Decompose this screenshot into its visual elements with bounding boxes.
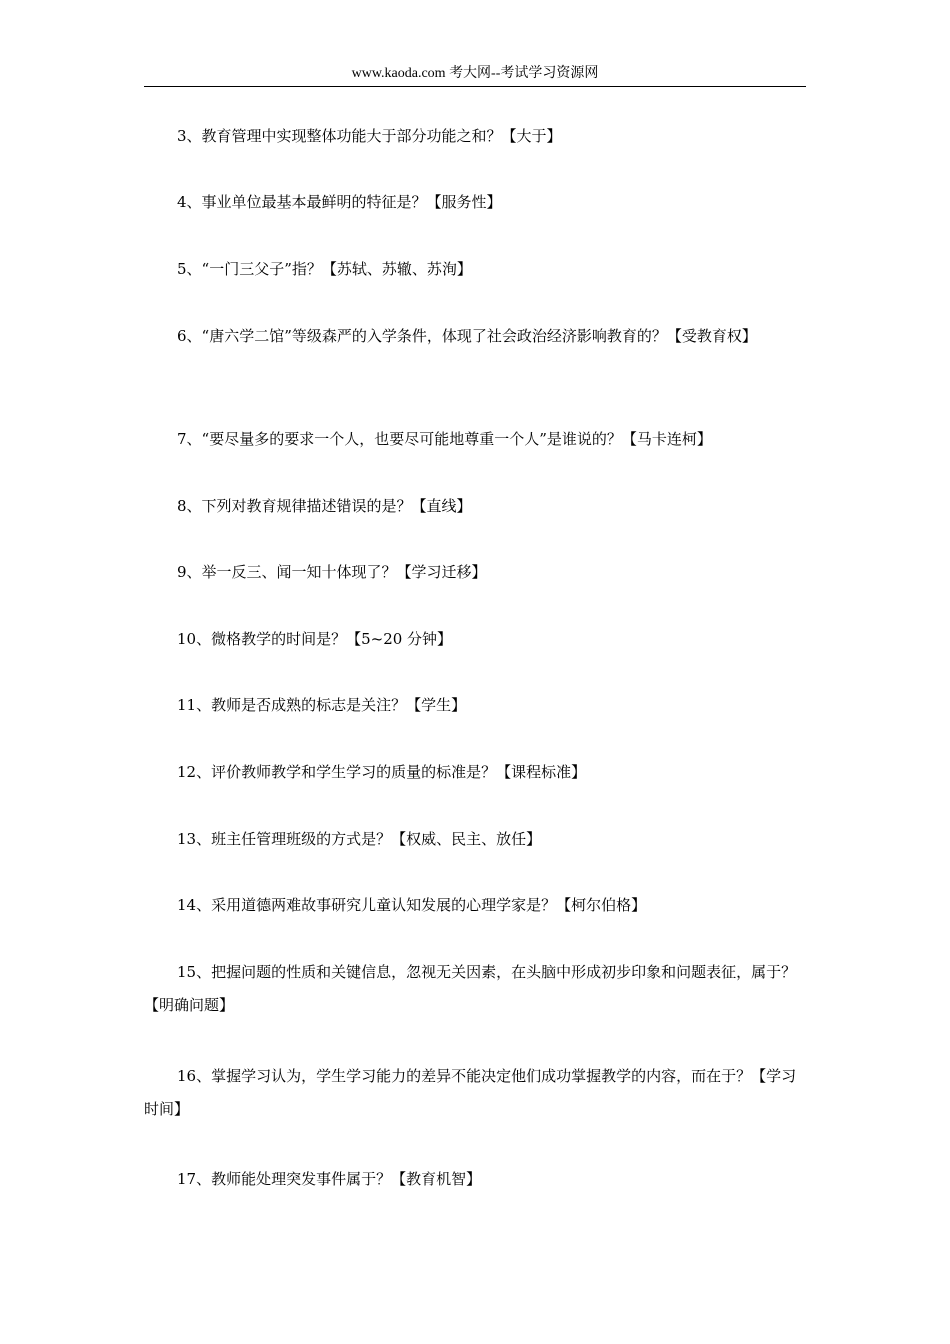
page-header xyxy=(144,62,806,87)
question-3: 3、教育管理中实现整体功能大于部分功能之和？【大于】 xyxy=(177,127,562,145)
question-14: 14、采用道德两难故事研究儿童认知发展的心理学家是？【柯尔伯格】 xyxy=(177,896,647,914)
question-15: 15、把握问题的性质和关键信息，忽视无关因素，在头脑中形成初步印象和问题表征，属于？【明确问题】 xyxy=(144,963,797,1014)
question-7: 7、“要尽量多的要求一个人，也要尽可能地尊重一个人”是谁说的？【马卡连柯】 xyxy=(177,430,712,448)
question-5: 5、“一门三父子”指？【苏轼、苏辙、苏洵】 xyxy=(177,260,472,278)
question-11: 11、教师是否成熟的标志是关注？【学生】 xyxy=(177,696,467,714)
question-8: 8、下列对教育规律描述错误的是？【直线】 xyxy=(177,497,472,515)
question-9: 9、举一反三、闻一知十体现了？【学习迁移】 xyxy=(177,563,487,581)
header-text: www.kaoda.com 考大网--考试学习资源网 xyxy=(351,66,599,81)
question-4: 4、事业单位最基本最鲜明的特征是？【服务性】 xyxy=(177,193,502,211)
question-12: 12、评价教师教学和学生学习的质量的标准是？【课程标准】 xyxy=(177,763,587,781)
question-6: 6、“唐六学二馆”等级森严的入学条件，体现了社会政治经济影响教育的？【受教育权】 xyxy=(177,327,757,345)
question-16: 16、掌握学习认为，学生学习能力的差异不能决定他们成功掌握教学的内容，而在于？【学习时间】 xyxy=(144,1067,797,1118)
question-13: 13、班主任管理班级的方式是？【权威、民主、放任】 xyxy=(177,830,542,848)
question-17: 17、教师能处理突发事件属于？【教育机智】 xyxy=(177,1170,482,1188)
question-10: 10、微格教学的时间是？【5~20 分钟】 xyxy=(177,630,453,648)
